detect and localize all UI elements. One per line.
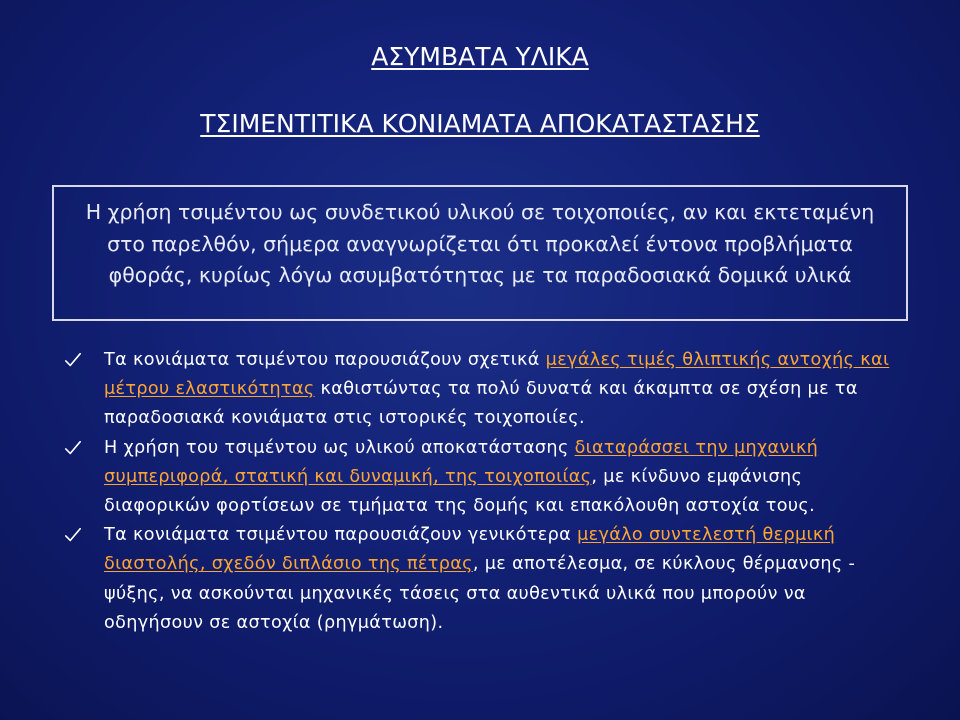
slide-title: ΑΣΥΜΒΑΤΑ ΥΛΙΚΑ [371, 42, 589, 71]
checkmark-icon [64, 526, 82, 544]
bullet-text: Τα κονιάματα τσιμέντου παρουσιάζουν γενικότερα [104, 525, 578, 546]
highlighted-text: μεγάλο συντελεστή θερμική διαστολής, σχεδόν διπλάσιο της πέτρας [104, 525, 836, 575]
bullet-text: Τα κονιάματα τσιμέντου παρουσιάζουν σχετικά [104, 350, 546, 370]
intro-text: Η χρήση τσιμέντου ως συνδετικού υλικού σε τοιχοποιίες, αν και εκτεταμένη στο παρελθόν, σήμερα αναγνωρίζεται ότι προκαλεί έντονα προβλήματα φθοράς, κυρίως λόγω ασυμβατότητας με τα παραδοσιακά δομικά υλικά [85, 200, 875, 287]
checkmark-icon [64, 439, 82, 457]
bullet-item-2 [56, 434, 906, 522]
bullet-item-1 [56, 346, 906, 434]
bullet-list [56, 346, 906, 638]
highlighted-text: διαταράσσει την μηχανική συμπεριφορά, στατική και δυναμική, της τοιχοποιίας [104, 437, 819, 487]
bullet-text: , με κίνδυνο εμφάνισης διαφορικών φορτίσεων σε τμήματα της δομής και επακόλουθη αστοχία τους. [104, 466, 816, 517]
intro-box [52, 185, 908, 321]
bullet-text: , με αποτέλεσμα, σε κύκλους θέρμανσης - ψύξης, να ασκούνται μηχανικές τάσεις στα αυθεντικά υλικά που μπορούν να οδηγήσουν σε αστοχία (ρηγμάτωση). [104, 554, 856, 633]
checkmark-icon [64, 351, 82, 369]
bullet-text: καθιστώντας τα πολύ δυνατά και άκαμπτα σε σχέση με τα παραδοσιακά κονιάματα στις ιστορικές τοιχοποιίες. [104, 379, 858, 429]
slide-subtitle: ΤΣΙΜΕΝΤΙΤΙΚΑ ΚΟΝΙΑΜΑΤΑ ΑΠΟΚΑΤΑΣΤΑΣΗΣ [200, 109, 760, 138]
bullet-item-3 [56, 521, 906, 638]
highlighted-text: μεγάλες τιμές θλιπτικής αντοχής και μέτρου ελαστικότητας [104, 350, 890, 400]
bullet-text: Η χρήση του τσιμέντου ως υλικού αποκατάστασης [104, 437, 575, 458]
